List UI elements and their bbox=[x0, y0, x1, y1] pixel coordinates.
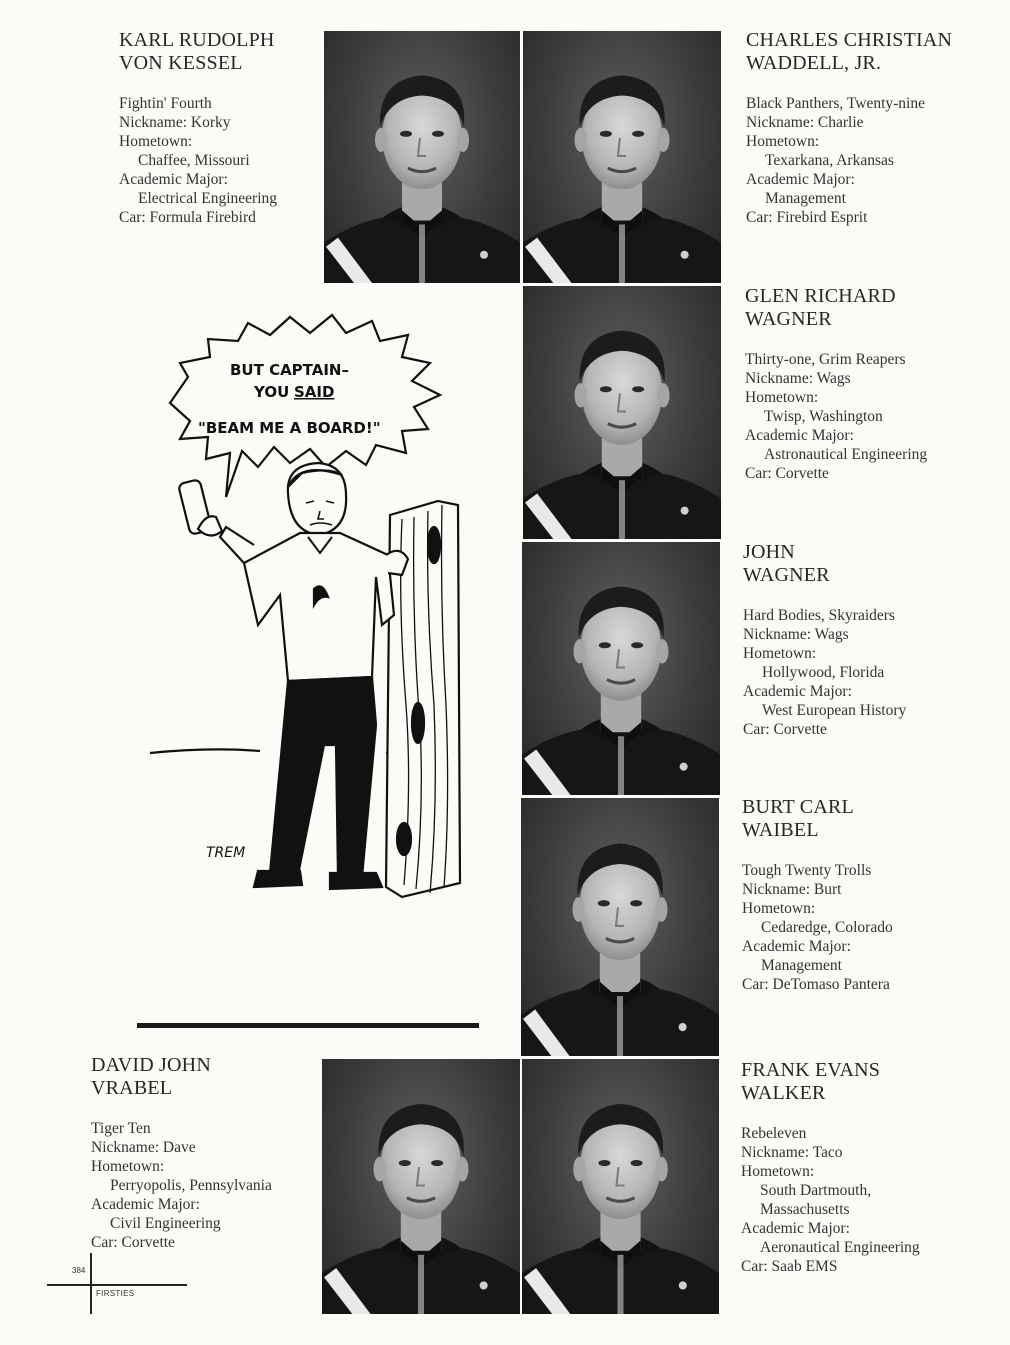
cadet-hometown: Chaffee, Missouri bbox=[138, 152, 250, 169]
cadet-car: Car: Corvette bbox=[743, 721, 827, 738]
cadet-name: BURT CARL WAIBEL bbox=[742, 796, 854, 841]
cadet-hometown: Texarkana, Arkansas bbox=[765, 152, 894, 169]
cadet-car: Car: Saab EMS bbox=[741, 1258, 838, 1275]
bubble-line-1: BUT CAPTAIN– bbox=[230, 361, 349, 379]
cadet-company: Fightin' Fourth bbox=[119, 95, 212, 112]
bio-waddell bbox=[746, 29, 952, 227]
cadet-company: Tough Twenty Trolls bbox=[742, 862, 872, 879]
cadet-car: Car: DeTomaso Pantera bbox=[742, 976, 890, 993]
artist-signature: TREM bbox=[206, 845, 246, 861]
cadet-nickname: Nickname: Dave bbox=[91, 1139, 196, 1156]
cadet-car: Car: Corvette bbox=[745, 465, 829, 482]
cadet-nickname: Nickname: Korky bbox=[119, 114, 231, 131]
cadet-company: Tiger Ten bbox=[91, 1120, 151, 1137]
cadet-hometown: Perryopolis, Pennsylvania bbox=[110, 1177, 272, 1194]
man-trousers bbox=[270, 677, 376, 877]
major-label: Academic Major: bbox=[742, 938, 851, 955]
cadet-nickname: Nickname: Wags bbox=[743, 626, 849, 643]
section-divider bbox=[137, 1023, 479, 1028]
major-label: Academic Major: bbox=[741, 1220, 850, 1237]
cadet-major: Aeronautical Engineering bbox=[760, 1239, 920, 1256]
cadet-nickname: Nickname: Taco bbox=[741, 1144, 843, 1161]
hometown-label: Hometown: bbox=[119, 133, 193, 150]
cadet-major: Civil Engineering bbox=[110, 1215, 221, 1232]
cadet-hometown-2: Massachusetts bbox=[760, 1201, 850, 1218]
cadet-company: Thirty-one, Grim Reapers bbox=[745, 351, 906, 368]
bubble-line-3: "BEAM ME A BOARD!" bbox=[198, 419, 381, 437]
cadet-name: DAVID JOHN VRABEL bbox=[91, 1054, 211, 1099]
major-label: Academic Major: bbox=[91, 1196, 200, 1213]
cadet-hometown: South Dartmouth, bbox=[760, 1182, 872, 1199]
cadet-major: Management bbox=[761, 957, 842, 974]
cadet-name: CHARLES CHRISTIAN WADDELL, JR. bbox=[746, 29, 953, 74]
portrait-photo-waddell bbox=[523, 31, 721, 283]
folio-rule-vertical bbox=[90, 1253, 92, 1314]
bio-walker bbox=[741, 1059, 920, 1276]
portrait-photo-vrabel bbox=[322, 1059, 520, 1314]
bio-vrabel bbox=[91, 1054, 272, 1252]
cadet-nickname: Nickname: Charlie bbox=[746, 114, 864, 131]
cadet-hometown: Hollywood, Florida bbox=[762, 664, 885, 681]
cadet-name: GLEN RICHARD WAGNER bbox=[745, 285, 896, 330]
cadet-nickname: Nickname: Wags bbox=[745, 370, 851, 387]
major-label: Academic Major: bbox=[746, 171, 855, 188]
section-title: FIRSTIES bbox=[96, 1289, 135, 1298]
hometown-label: Hometown: bbox=[742, 900, 816, 917]
major-label: Academic Major: bbox=[745, 427, 854, 444]
portrait-photo-von-kessel bbox=[324, 31, 520, 283]
hometown-label: Hometown: bbox=[91, 1158, 165, 1175]
cadet-major: Electrical Engineering bbox=[138, 190, 278, 207]
cadet-hometown: Cedaredge, Colorado bbox=[761, 919, 893, 936]
hometown-label: Hometown: bbox=[743, 645, 817, 662]
cadet-nickname: Nickname: Burt bbox=[742, 881, 842, 898]
major-label: Academic Major: bbox=[743, 683, 852, 700]
portrait-photo-waibel bbox=[521, 798, 719, 1056]
cadet-major: West European History bbox=[762, 702, 907, 719]
portrait-photo-glen-wagner bbox=[523, 286, 721, 539]
cadet-car: Car: Firebird Esprit bbox=[746, 209, 868, 226]
man-shirt bbox=[244, 533, 394, 681]
cadet-car: Car: Formula Firebird bbox=[119, 209, 256, 226]
cartoon-illustration bbox=[150, 305, 500, 915]
major-label: Academic Major: bbox=[119, 171, 228, 188]
man-raised-arm bbox=[220, 527, 254, 563]
portrait-photo-john-wagner bbox=[522, 542, 720, 795]
bubble-line-2: YOU bbox=[254, 383, 290, 401]
bio-john-wagner bbox=[743, 541, 906, 739]
hometown-label: Hometown: bbox=[745, 389, 819, 406]
bio-von-kessel bbox=[119, 29, 277, 227]
cadet-company: Black Panthers, Twenty-nine bbox=[746, 95, 925, 112]
bubble-line-2-emphasis: SAID bbox=[294, 383, 335, 401]
portrait-photo-walker bbox=[522, 1059, 719, 1314]
hometown-label: Hometown: bbox=[746, 133, 820, 150]
cadet-name: KARL RUDOLPH VON KESSEL bbox=[119, 29, 275, 74]
cadet-company: Hard Bodies, Skyraiders bbox=[743, 607, 895, 624]
cadet-major: Management bbox=[765, 190, 846, 207]
bio-glen-wagner bbox=[745, 285, 927, 483]
cadet-hometown: Twisp, Washington bbox=[764, 408, 883, 425]
folio-rule-horizontal bbox=[47, 1284, 187, 1286]
bio-waibel bbox=[742, 796, 893, 994]
cadet-name: FRANK EVANS WALKER bbox=[741, 1059, 881, 1104]
cadet-major: Astronautical Engineering bbox=[764, 446, 928, 463]
man-shoes bbox=[254, 871, 382, 889]
cadet-car: Car: Corvette bbox=[91, 1234, 175, 1251]
cadet-name: JOHN WAGNER bbox=[743, 541, 830, 586]
cadet-company: Rebeleven bbox=[741, 1125, 807, 1142]
page-number: 384 bbox=[72, 1266, 86, 1275]
hometown-label: Hometown: bbox=[741, 1163, 815, 1180]
